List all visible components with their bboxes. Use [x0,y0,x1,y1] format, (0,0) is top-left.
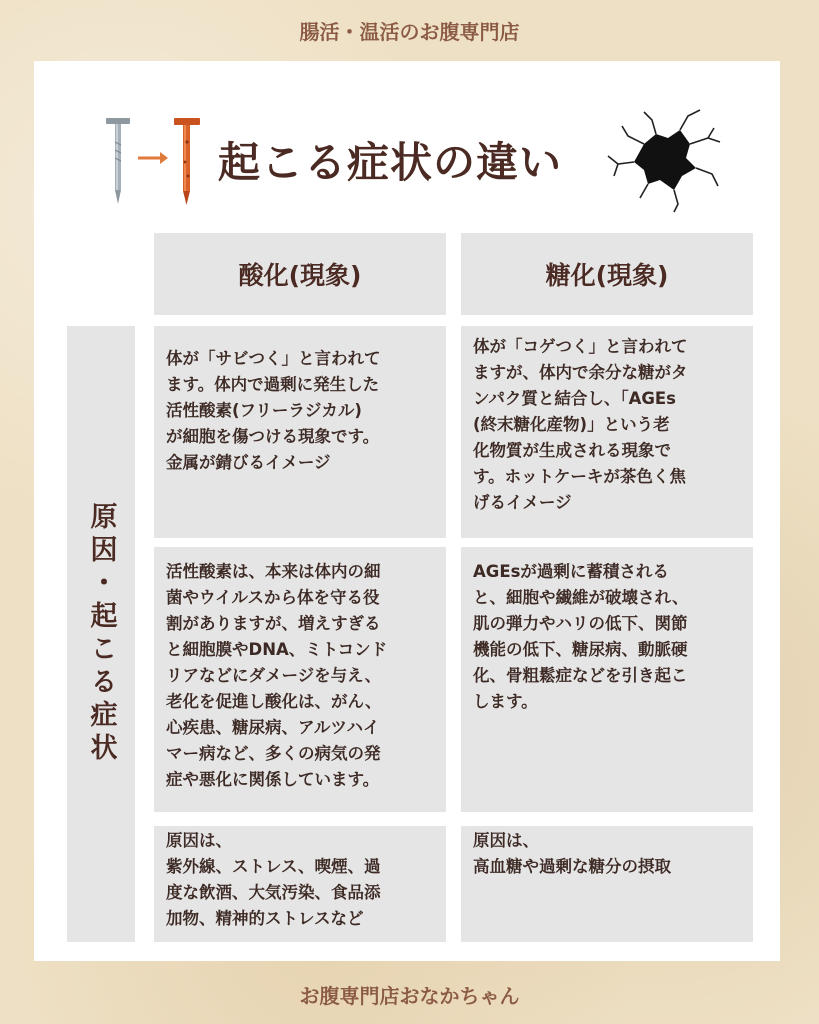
cell-text: 活性酸素は、本来は体内の細 菌やウイルスから体を守る役 割がありますが、増えすぎる と細胞膜やDNA、ミトコンド リアなどにダメージを与え、 老化を促進し酸化は、がん、 心疾患、糖尿病、アルツハイ マー病など、多くの病気の発 症や悪化に関係しています。 [166,562,388,789]
row-header-cause-symptoms [67,326,135,942]
table-cell-oxidation-causes [154,826,446,942]
cell-text: AGEsが過剰に蓄積される と、細胞や繊維が破壊され、 肌の弾力やハリの低下、関節 機能の低下、糖尿病、動脈硬 化、骨粗鬆症などを引き起こ します。 [473,562,689,711]
row-header-label: 原因・起こる症状 [85,502,117,766]
table-cell-glycation-causes [461,826,753,942]
column-header-glycation: 糖化(現象) [461,233,753,315]
table-cell-oxidation-symptoms [154,547,446,812]
header-shop-tagline: 腸活・温活のお腹専門店 [299,20,520,44]
cell-text: 体が「コゲつく」と言われて ますが、体内で余分な糖がタ ンパク質と結合し、「AGEs (終末糖化産物)」という老 化物質が生成される現象で す。ホットケーキが茶色く焦 げるイメージ [473,337,688,512]
cell-text: 原因は、 高血糖や過剰な糖分の摂取 [473,831,671,876]
wall-crack-icon [604,104,724,214]
table-cell-glycation-symptoms [461,547,753,812]
nail-rust-icon [104,112,204,208]
cell-text: 原因は、 紫外線、ストレス、喫煙、過 度な飲酒、大気汚染、食品添 加物、精神的ストレスなど [166,831,381,928]
footer-shop-name: お腹専門店おなかちゃん [299,984,520,1008]
column-header-oxidation: 酸化(現象) [154,233,446,315]
page-title: 起こる症状の違い [218,138,563,187]
cell-text: 体が「サビつく」と言われて ます。体内で過剰に発生した 活性酸素(フリーラジカル) が細胞を傷つける現象です。 金属が錆びるイメージ [166,349,381,472]
table-cell-oxidation-definition [154,326,446,538]
table-cell-glycation-definition [461,326,753,538]
